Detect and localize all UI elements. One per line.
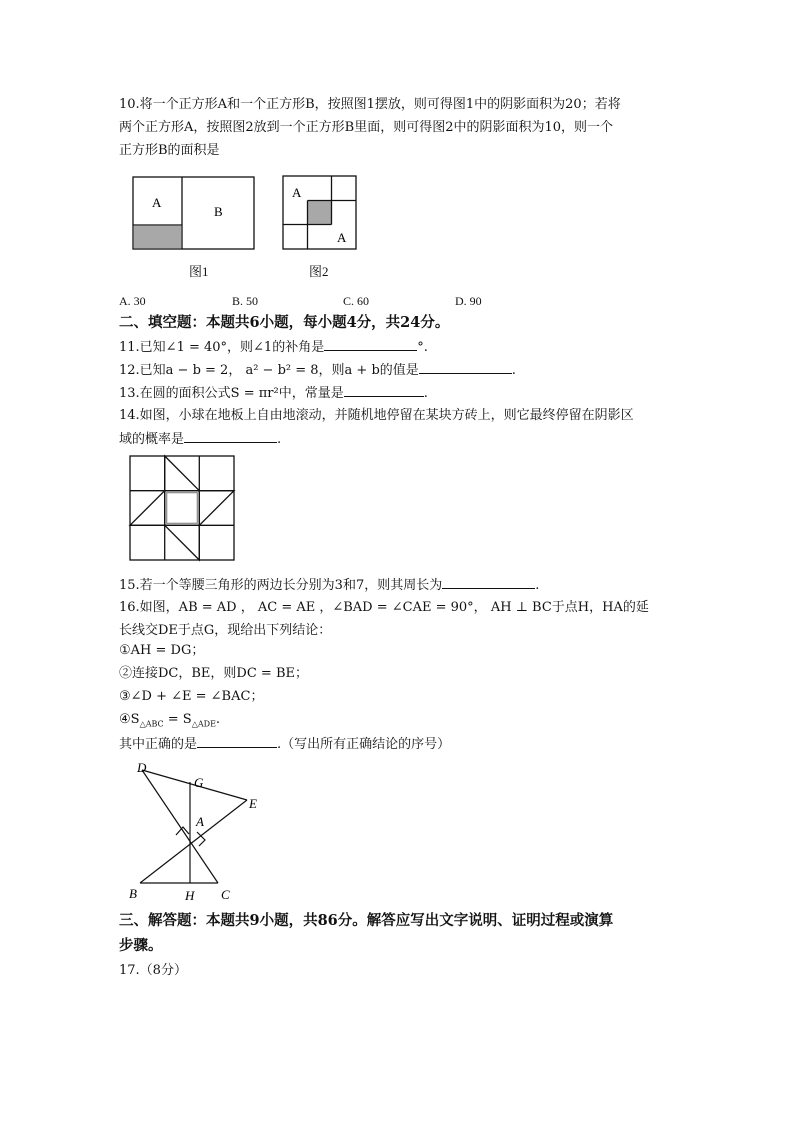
q10-fig1-label-b: B [214, 204, 223, 219]
q14-triangle-left [130, 491, 165, 526]
q16-ask-suffix: .（写出所有正确结论的序号） [277, 737, 451, 752]
q14-center-square [167, 493, 198, 524]
section2-heading: 二、填空题：本题共6小题，每小题4分，共24分。 [119, 314, 450, 331]
q16-answer-blank [197, 735, 277, 748]
q16-label-b: B [129, 886, 137, 901]
q14-triangle-top [165, 456, 200, 491]
q14-text-line2: 域的概率是 [119, 432, 185, 447]
q10-option-c: C. 60 [343, 294, 370, 308]
q16-geometry-figure [120, 758, 270, 906]
q10-fig1-label-a: A [152, 195, 162, 210]
q12-answer-blank [419, 361, 512, 374]
q11-suffix: °. [417, 340, 428, 355]
q10-fig1-shaded-region [134, 226, 182, 249]
q16-conclusion-4 [119, 711, 220, 734]
q14-line2 [119, 430, 281, 449]
q16-conclusion-1: ①AH = DG； [119, 643, 205, 658]
q16-c4-sub1: △ABC [139, 719, 164, 729]
section3-heading-line2: 步骤。 [119, 937, 163, 954]
q16-ask-line [119, 735, 450, 754]
q16-text-line2: 长线交DE于点G，现给出下列结论： [119, 623, 332, 638]
q16-label-d: D [137, 760, 147, 775]
q10-fig2-shaded-region [308, 201, 332, 225]
q10-option-b: B. 50 [232, 294, 259, 308]
q10-fig2-label-a2: A [337, 230, 347, 245]
q10-option-a: A. 30 [119, 294, 146, 308]
q11-text: 11.已知∠1 = 40°，则∠1的补角是 [119, 340, 325, 355]
q14-answer-blank [184, 430, 277, 443]
q14-text-line1: 14.如图，小球在地板上自由地滚动，并随机地停留在某块方砖上，则它最终停留在阴影区 [119, 408, 634, 423]
q10-option-d: D. 90 [455, 294, 482, 308]
q12-text: 12.已知a − b = 2， a² − b² = 8，则a + b的值是 [119, 363, 419, 378]
q10-text-line2: 两个正方形A，按照图2放到一个正方形B里面，则可得图2中的阴影面积为10，则一个 [119, 120, 614, 135]
q10-fig2-label-a1: A [292, 185, 302, 200]
q16-label-a: A [196, 814, 204, 829]
q15-answer-blank [442, 576, 535, 589]
q10-text-line1: 10.将一个正方形A和一个正方形B，按照图1摆放，则可得图1中的阴影面积为20；若将 [119, 97, 621, 112]
q16-c4-pre: ④S [119, 712, 140, 727]
q10-text-line3: 正方形B的面积是 [119, 143, 220, 158]
q16-text-line1: 16.如图，AB = AD ， AC = AE ，∠BAD = ∠CAE = 90°， AH ⊥ BC于点H，HA的延 [119, 600, 649, 615]
q16-label-h: H [185, 888, 195, 903]
q12-line [119, 361, 516, 380]
q14-suffix: . [277, 432, 282, 447]
q10-figure-1 [130, 174, 258, 252]
q13-suffix: . [423, 386, 428, 401]
q11-answer-blank [324, 338, 417, 351]
q10-fig1-caption: 图1 [189, 264, 209, 279]
q16-label-g: G [194, 775, 204, 790]
q15-text: 15.若一个等腰三角形的两边长分别为3和7，则其周长为 [119, 578, 443, 593]
q16-label-c: C [221, 887, 230, 902]
q17-label: 17.（8分） [119, 963, 187, 978]
q14-tile-figure [127, 453, 238, 564]
q16-label-e: E [249, 796, 257, 811]
q15-line [119, 576, 539, 595]
q14-triangle-bottom [165, 525, 200, 560]
q13-answer-blank [344, 384, 424, 397]
q16-c4-sub2: △ADE [191, 719, 216, 729]
q10-fig2-caption: 图2 [309, 264, 329, 279]
q13-line [119, 384, 428, 403]
q10-figure-2 [280, 173, 360, 253]
q15-suffix: . [535, 578, 540, 593]
q16-ask-text: 其中正确的是 [119, 737, 198, 752]
q16-conclusion-2: ②连接DC，BE，则DC = BE； [119, 666, 308, 681]
q16-c4-end: . [215, 712, 221, 727]
q16-c4-mid: = S [163, 712, 192, 727]
q11-line [119, 338, 428, 357]
q13-text: 13.在圆的面积公式S = πr²中，常量是 [119, 386, 344, 401]
q12-suffix: . [511, 363, 516, 378]
q16-conclusion-3: ③∠D + ∠E = ∠BAC； [119, 689, 264, 704]
q14-triangle-right [199, 491, 234, 526]
section3-heading-line1: 三、解答题：本题共9小题，共86分。解答应写出文字说明、证明过程或演算 [119, 912, 614, 929]
